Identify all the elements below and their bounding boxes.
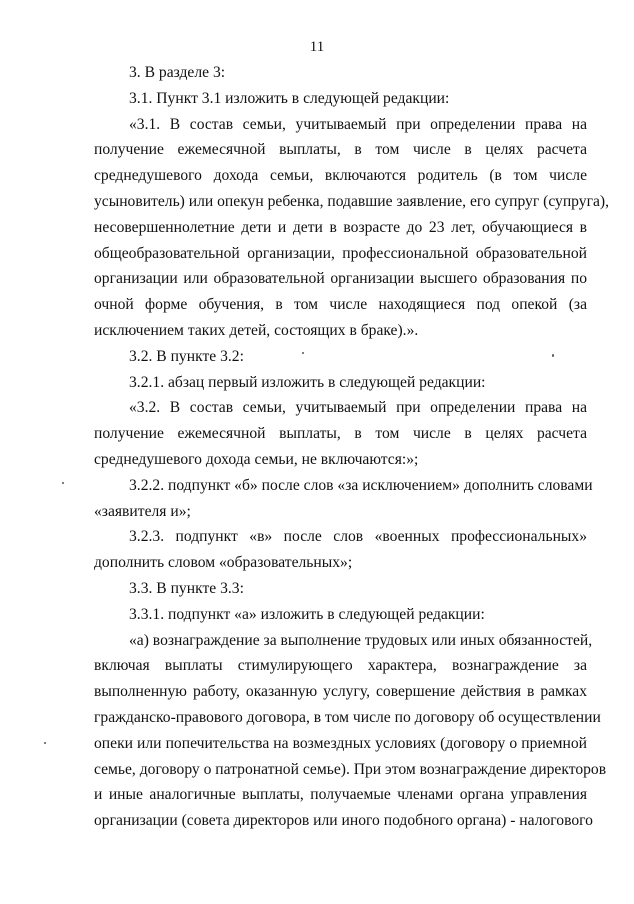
text-line: семье, договору о патронатной семье). При этом вознаграждение директоров (94, 760, 607, 778)
scan-speck (62, 482, 64, 484)
text-line: 3.2.1. абзац первый изложить в следующей редакции: (129, 373, 486, 391)
text-line: «заявителя и»; (94, 502, 191, 520)
text-line: гражданско-правового договора, в том числе по договору об осуществлении (94, 708, 601, 726)
text-line: организации (совета директоров или иного подобного органа) - налогового (94, 812, 593, 830)
scan-speck (44, 742, 46, 744)
text-line: 3.2.3. подпункт «в» после слов «военных профессиональных» (129, 528, 587, 546)
text-line: организации или образовательной организации высшего образования по (94, 270, 587, 288)
text-line: среднедушевого дохода семьи, включаются родитель (в том числе (94, 167, 587, 185)
text-line: «а) вознаграждение за выполнение трудовых или иных обязанностей, (129, 631, 593, 649)
text-line: и иные аналогичные выплаты, получаемые членами органа управления (94, 786, 587, 804)
text-line: выполненную работу, оказанную услугу, совершение действия в рамках (94, 683, 587, 701)
text-line: включая выплаты стимулирующего характера, вознаграждение за (94, 657, 587, 675)
text-line: 3.2.2. подпункт «б» после слов «за исключением» дополнить словами (129, 476, 593, 494)
text-line: опеки или попечительства на возмездных условиях (договору о приемной (94, 734, 587, 752)
text-line: среднедушевого дохода семьи, не включаются:»; (94, 450, 419, 468)
text-line: усыновитель) или опекун ребенка, подавшие заявление, его супруг (супруга), (94, 192, 609, 210)
text-line: 3.1. Пункт 3.1 изложить в следующей редакции: (129, 89, 450, 107)
text-line: 3.2. В пункте 3.2: (129, 347, 244, 365)
text-line: дополнить словом «образовательных»; (94, 554, 353, 572)
scan-speck (552, 354, 554, 357)
text-line: общеобразовательной организации, профессиональной образовательной (94, 244, 587, 262)
text-line: получение ежемесячной выплаты, в том числе в целях расчета (94, 425, 587, 443)
text-line: «3.1. В состав семьи, учитываемый при определении права на (129, 115, 587, 133)
text-line: 3.3. В пункте 3.3: (129, 579, 244, 597)
text-line: несовершеннолетние дети и дети в возрасте до 23 лет, обучающиеся в (94, 218, 587, 236)
text-line: 3. В разделе 3: (129, 64, 226, 81)
text-line: «3.2. В состав семьи, учитываемый при определении права на (129, 399, 587, 417)
document-body (94, 60, 609, 834)
page-number: 11 (309, 39, 325, 55)
text-line: исключением таких детей, состоящих в браке).». (94, 321, 419, 339)
text-line: получение ежемесячной выплаты, в том числе в целях расчета (94, 141, 587, 159)
text-line: очной форме обучения, в том числе находящиеся под опекой (за (94, 296, 587, 314)
text-line: 3.3.1. подпункт «а» изложить в следующей редакции: (129, 605, 485, 623)
scan-speck (302, 352, 304, 354)
